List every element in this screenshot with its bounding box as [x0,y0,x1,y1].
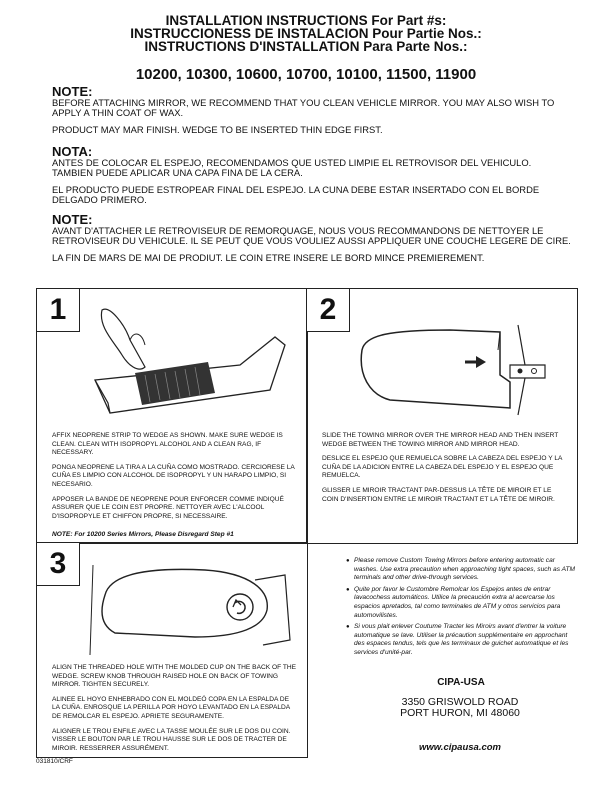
header-line-es: INSTRUCCIONESS DE INSTALACION Pour Partie Nos.: [130,26,482,41]
step-1-text-es: PONGA NEOPRENE LA TIRA A LA CUÑA COMO MOSTRADO. CERCIORESE LA CUÑA ES LIMPIO CON ALCOHOL DE ISOPROPYL Y UN HARAPO LIMPIO, SI NECESARIO. [52,463,295,488]
knob-illustration [85,555,295,660]
step-2-text-es: DESLICE EL ESPEJO QUE REMUELCA SOBRE LA CABEZA DEL ESPEJO Y LA CUÑA DE LA ADICION ENTRE LA CABEZA DEL ESPEJO Y EL ESPEJO QUE REMUELCA. [322,455,563,480]
note-text: PRODUCT MAY MAR FINISH. WEDGE TO BE INSERTED THIN EDGE FIRST. [52,124,383,135]
step-3-number: 3 [36,542,80,586]
note-text: ANTES DE COLOCAR EL ESPEJO, RECOMENDAMOS QUE USTED LIMPIE EL RETROVISOR DEL VEHICULO. TAMBIEN PUEDE APLICAR UNA CAPA FINA DE LA CERA. [52,157,532,178]
warning-en: ● Please remove Custom Towing Mirrors before entering automatic car washes. Use extra precaution when approaching tight spaces, such as ATM terminals and other drive-through services. [346,557,576,583]
note-title: NOTE: [52,212,93,227]
part-numbers: 10200, 10300, 10600, 10700, 10100, 11500, 11900 [135,66,477,83]
step-3-text-fr: ALIGNER LE TROU ENFILE AVEC LA TASSE MOULÉE SUR LE DOS DU COIN. VISSER LE BOUTON PAR LE TROU HAUSSE SUR LE DOS DE TRACTER DE MIROIR. RESSERRER ASSURÉMENT. [52,727,291,752]
header-line-fr: INSTRUCTIONS D'INSTALLATION Para Parte Nos.: [144,39,468,54]
step-2-number: 2 [306,288,350,332]
step-1-text-fr: APPOSER LA BANDE DE NEOPRENE POUR ENFORCER COMME INDIQUÉ ASSURER QUE LE COIN EST PROPRE. NETTOYER AVEC L'ALCOOL D'ISOPROPYLE ET CHIFFON PROPRE, SI NECESSAIRE. [52,495,284,520]
step-1-number: 1 [36,288,80,332]
step-3-text-en: ALIGN THE THREADED HOLE WITH THE MOLDED CUP ON THE BACK OF THE WEDGE. SCREW KNOB THROUGH RAISED HOLE ON BACK OF TOWING MIRROR. TIGHTEN SECURELY. [52,664,297,689]
note-text: AVANT D'ATTACHER LE RETROVISEUR DE REMORQUAGE, NOUS VOUS RECOMMANDONS DE NETTOYER LE RETROVISEUR DU VEHICULE. IL SE PEUT QUE VOUS VOULIEZ AUSSI APPLIQUER UNE COUCHE LEGERE DE CIRE. [52,225,571,246]
wedge-illustration [90,305,290,415]
company-name: CIPA-USA [437,677,485,688]
header-line-en: INSTALLATION INSTRUCTIONS For Part #s: [165,13,447,28]
note-text: LA FIN DE MARS DE MAI DE PRODIUT. LE COIN ETRE INSERE LE BORD MINCE PREMIEREMENT. [52,252,485,263]
note-title: NOTE: [52,84,93,99]
step-1-text-en: AFFIX NEOPRENE STRIP TO WEDGE AS SHOWN. MAKE SURE WEDGE IS CLEAN. CLEAN WITH ISOPROPYL ALCOHOL AND A CLEAN RAG, IF NECESSARY. [52,432,283,457]
step-1-note: NOTE: For 10200 Series Mirrors, Please Disregard Step #1 [52,531,234,539]
address-line: PORT HURON, MI 48060 [400,707,520,719]
document-code: 031810/CRF [36,758,73,765]
header-title [0,14,612,53]
step-2-text-en: SLIDE THE TOWING MIRROR OVER THE MIRROR HEAD AND THEN INSERT WEDGE BETWEEN THE TOWING MIRROR AND MIRROR HEAD. [322,432,559,448]
mirror-head-illustration [350,320,570,420]
step-2-instructions [322,432,567,510]
step-3-text-es: ALINEE EL HOYO ENHEBRADO CON EL MOLDEÓ COPA EN LA ESPALDA DE LA CUÑA. ENROSQUE LA PERILLA POR HOYO LEVANTADO EN LA ESPALDA DE REMOLCAR EL ESPEJO. APRIETE SEGURAMENTE. [52,695,290,720]
note-english [52,86,572,135]
warning-list [346,557,576,661]
step-3-instructions [52,664,297,759]
note-text: BEFORE ATTACHING MIRROR, WE RECOMMEND THAT YOU CLEAN VEHICLE MIRROR. YOU MAY ALSO WISH TO APPLY A THIN COAT OF WAX. [52,97,555,118]
note-text: EL PRODUCTO PUEDE ESTROPEAR FINAL DEL ESPEJO. LA CUNA DEBE ESTAR INSERTADO CON EL BORDE DELGADO PRIMERO. [52,184,540,205]
note-spanish [52,146,572,205]
note-french [52,214,572,263]
warning-fr: ● Si vous plait enlever Coutume Tracter les Miroirs avant d'entrer la voiture automatique se lave. Utiliser la précaution supplémentaire en approchant des espaces tendus, tels que les terminaux de guichet automatique et les services d'unité-par. [346,623,576,657]
address-line: 3350 GRISWOLD ROAD [401,696,519,708]
step-1-instructions [52,432,297,546]
note-title: NOTA: [52,144,93,159]
website-link[interactable]: www.cipausa.com [418,742,501,753]
warning-es: ● Quite por favor le Custombre Remolcar los Espejos antes de entrar lavacochess automáticos. Utilice la precaución extra al acercarse los espacios apretados, tal como terminales de ATM y otros servicios para automovilistes. [346,586,576,620]
step-2-text-fr: GLISSER LE MIROIR TRACTANT PAR-DESSUS LA TÊTE DE MIROIR ET LE COIN D'INSERTION ENTRE LE MIROIR TRACTANT ET LA TÊTE DE MIROIR. [322,486,555,503]
company-address [380,697,540,719]
